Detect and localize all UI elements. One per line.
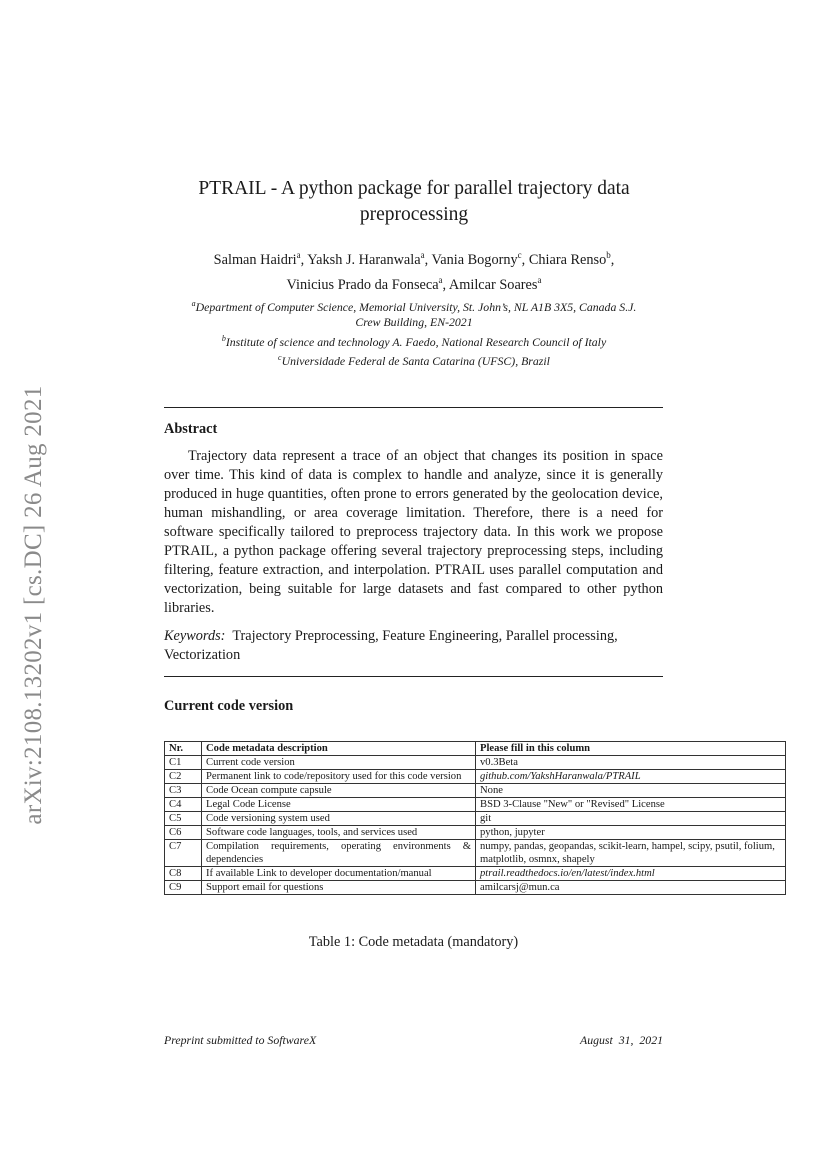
affiliation-marker: c [517, 250, 522, 260]
table-row [165, 812, 786, 826]
arxiv-identifier: arXiv:2108.13202v1 [cs.DC] 26 Aug 2021 [20, 385, 47, 825]
affiliation-text: Department of Computer Science, Memorial University, St. John’s, NL A1B 3X5, Canada S.J. Crew Building, EN-2021 [195, 299, 637, 330]
affiliation-text: Institute of science and technology A. Faedo, National Research Council of Italy [225, 334, 607, 349]
row-description: Permanent link to code/repository used for this code version [202, 770, 476, 784]
table-row [165, 881, 786, 895]
row-number: C8 [165, 867, 202, 881]
table-row [165, 798, 786, 812]
table-row [165, 770, 786, 784]
row-number: C9 [165, 881, 202, 895]
abstract-heading: Abstract [164, 421, 218, 437]
affiliation-marker: b [606, 250, 611, 260]
table-row [165, 826, 786, 840]
row-number: C3 [165, 784, 202, 798]
affiliation-marker: a [296, 250, 301, 260]
row-number: C1 [165, 756, 202, 770]
row-number: C5 [165, 812, 202, 826]
paper-title: PTRAIL - A python package for parallel trajectory data preprocessing [198, 178, 630, 225]
row-value: git [476, 812, 786, 826]
code-metadata-table [164, 741, 786, 895]
author-name: Amilcar Soares [448, 276, 538, 293]
author-name: Salman Haidri [213, 251, 297, 268]
affiliation-mark: a [191, 299, 196, 308]
row-description: Code versioning system used [202, 812, 476, 826]
row-number: C4 [165, 798, 202, 812]
row-description: Legal Code License [202, 798, 476, 812]
abstract-top-rule [164, 407, 663, 408]
author-name: Vania Bogorny [431, 251, 518, 268]
author-separator: , [300, 251, 308, 268]
keywords [164, 627, 663, 665]
row-value: github.com/YakshHaranwala/PTRAIL [476, 770, 786, 784]
section-heading: Current code version [164, 698, 294, 714]
author-separator: , [521, 251, 529, 268]
footer-date: August 31, 2021 [579, 1033, 663, 1047]
row-value: numpy, pandas, geopandas, scikit-learn, hampel, scipy, psutil, folium, matplotlib, osmnx, shapely [476, 840, 786, 867]
column-header: Code metadata description [202, 742, 476, 756]
row-value: python, jupyter [476, 826, 786, 840]
row-description: If available Link to developer documentation/manual [202, 867, 476, 881]
row-value: v0.3Beta [476, 756, 786, 770]
table-row [165, 867, 786, 881]
row-number: C7 [165, 840, 202, 867]
table-row [165, 756, 786, 770]
affiliation-line [140, 296, 688, 331]
row-description: Current code version [202, 756, 476, 770]
affiliation-marker: a [438, 274, 443, 285]
author-separator: , [442, 276, 449, 293]
author-name: Chiara Renso [528, 251, 607, 268]
table-row [165, 784, 786, 798]
row-description: Compilation requirements, operating environments & dependencies [202, 840, 476, 867]
affiliation-marker: a [537, 274, 542, 285]
footer-preprint-note: Preprint submitted to SoftwareX [164, 1033, 317, 1047]
affiliation-line [140, 350, 688, 369]
abstract-text: Trajectory data represent a trace of an object that changes its position in space over time. This kind of data is complex to handle and analyze, since it is generally produced in huge quantities, often prone to errors generated by the geolocation device, human mishandling, or area coverage limitation. Therefore, there is a need for software specifically tailored to preprocess trajectory data. In this work we propose PTRAIL, a python package offering several trajectory preprocessing steps, including filtering, feature extraction, and interpolation. PTRAIL uses parallel computation and vectorization, being suitable for large datasets and fast compared to other python libraries. [164, 448, 663, 616]
table-row [165, 840, 786, 867]
column-header: Please fill in this column [476, 742, 786, 756]
row-value: BSD 3-Clause "New" or "Revised" License [476, 798, 786, 812]
keywords-text: Trajectory Preprocessing, Feature Engineering, Parallel processing, Vectorization [164, 628, 618, 663]
affiliation-list [140, 296, 688, 370]
affiliation-line [140, 331, 688, 350]
affiliation-marker: a [420, 250, 425, 260]
affiliation-mark: c [278, 353, 282, 363]
keywords-label: Keywords: [164, 628, 226, 644]
row-value: ptrail.readthedocs.io/en/latest/index.html [476, 867, 786, 881]
table-caption: Table 1: Code metadata (mandatory) [308, 934, 519, 950]
row-number: C2 [165, 770, 202, 784]
affiliation-text: Universidade Federal de Santa Catarina (UFSC), Brazil [281, 354, 550, 369]
table-header-row [165, 742, 786, 756]
row-description: Code Ocean compute capsule [202, 784, 476, 798]
column-header: Nr. [165, 742, 202, 756]
author-separator: , [424, 251, 432, 268]
row-number: C6 [165, 826, 202, 840]
row-value: amilcarsj@mun.ca [476, 881, 786, 895]
author-list [140, 245, 688, 295]
author-name: Yaksh J. Haranwala [307, 251, 421, 268]
row-description: Software code languages, tools, and services used [202, 826, 476, 840]
row-description: Support email for questions [202, 881, 476, 895]
row-value: None [476, 784, 786, 798]
author-name: Vinicius Prado da Fonseca [286, 276, 439, 293]
abstract-bottom-rule [164, 676, 663, 677]
author-separator: , [610, 251, 615, 268]
affiliation-mark: b [221, 333, 226, 343]
